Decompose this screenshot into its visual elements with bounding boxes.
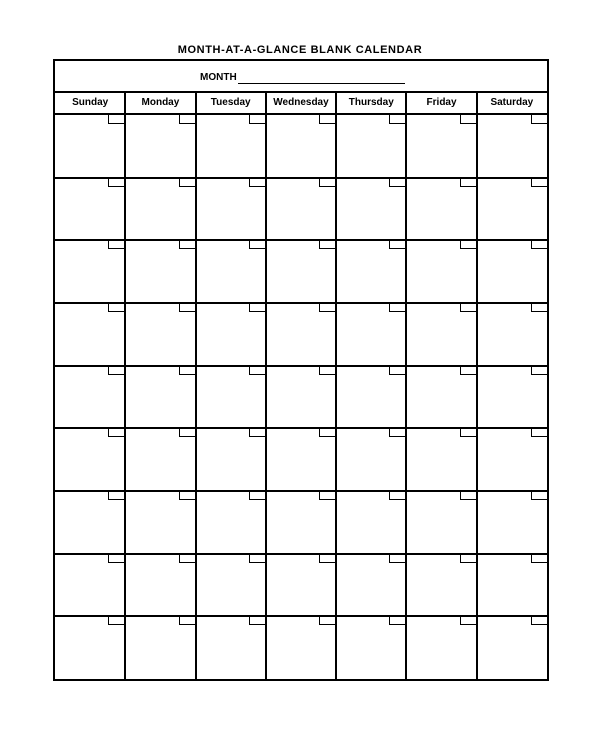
date-number-box[interactable] [108,554,124,563]
day-cell[interactable] [477,428,547,491]
day-cell[interactable] [477,366,547,429]
day-cell[interactable] [477,491,547,554]
day-cell[interactable] [196,240,266,303]
date-number-box[interactable] [460,240,476,249]
date-number-box[interactable] [531,303,547,312]
date-number-box[interactable] [249,554,265,563]
day-cell[interactable] [266,366,336,429]
date-number-box[interactable] [179,366,195,375]
day-cell[interactable] [477,178,547,241]
day-cell[interactable] [55,240,125,303]
date-number-box[interactable] [108,491,124,500]
month-input-line[interactable] [238,83,405,84]
day-cell[interactable] [266,240,336,303]
day-cell[interactable] [266,616,336,679]
date-number-box[interactable] [179,554,195,563]
date-number-box[interactable] [531,178,547,187]
day-cell[interactable] [406,115,476,178]
date-number-box[interactable] [108,240,124,249]
day-cell[interactable] [336,428,406,491]
weekday-monday: Monday [141,97,180,108]
date-number-box[interactable] [531,616,547,625]
date-number-box[interactable] [389,240,405,249]
day-cell[interactable] [125,491,195,554]
day-cell[interactable] [196,491,266,554]
day-cell[interactable] [125,428,195,491]
date-number-box[interactable] [249,115,265,124]
date-number-box[interactable] [179,303,195,312]
day-cell[interactable] [196,115,266,178]
day-cell[interactable] [125,366,195,429]
date-number-box[interactable] [108,178,124,187]
day-cell[interactable] [477,115,547,178]
date-number-box[interactable] [108,115,124,124]
date-number-box[interactable] [460,366,476,375]
date-number-box[interactable] [389,303,405,312]
day-cell[interactable] [196,303,266,366]
date-number-box[interactable] [179,178,195,187]
day-cell[interactable] [55,491,125,554]
day-cell[interactable] [336,303,406,366]
day-cell[interactable] [266,491,336,554]
date-number-box[interactable] [319,616,335,625]
day-cell[interactable] [266,428,336,491]
date-number-box[interactable] [531,491,547,500]
day-cell[interactable] [406,554,476,617]
date-number-box[interactable] [460,303,476,312]
date-number-box[interactable] [389,428,405,437]
date-number-box[interactable] [531,554,547,563]
date-number-box[interactable] [108,428,124,437]
date-number-box[interactable] [460,428,476,437]
calendar-title: MONTH-AT-A-GLANCE BLANK CALENDAR [177,44,423,56]
day-cell[interactable] [196,616,266,679]
day-cell[interactable] [55,303,125,366]
date-number-box[interactable] [108,303,124,312]
day-cell[interactable] [125,240,195,303]
date-number-box[interactable] [249,240,265,249]
day-cell[interactable] [125,554,195,617]
date-number-box[interactable] [531,115,547,124]
date-number-box[interactable] [319,428,335,437]
day-cell[interactable] [55,554,125,617]
weekday-tuesday: Tuesday [210,97,251,108]
date-number-box[interactable] [531,240,547,249]
weekday-wednesday: Wednesday [273,97,329,108]
day-cell[interactable] [336,616,406,679]
date-number-box[interactable] [389,115,405,124]
date-number-box[interactable] [319,240,335,249]
date-number-box[interactable] [389,366,405,375]
day-cell[interactable] [336,554,406,617]
weekday-thursday: Thursday [348,97,394,108]
day-cell[interactable] [196,178,266,241]
day-cell[interactable] [406,366,476,429]
date-number-box[interactable] [319,115,335,124]
day-cell[interactable] [196,428,266,491]
weekday-header-row [55,93,547,115]
day-cell[interactable] [125,303,195,366]
day-cell[interactable] [406,240,476,303]
date-number-box[interactable] [319,303,335,312]
date-number-box[interactable] [249,428,265,437]
date-number-box[interactable] [531,366,547,375]
day-cell[interactable] [266,178,336,241]
month-label: MONTH [200,72,237,83]
day-cell[interactable] [406,428,476,491]
date-number-box[interactable] [460,178,476,187]
date-number-box[interactable] [389,491,405,500]
date-number-box[interactable] [389,616,405,625]
date-number-box[interactable] [108,616,124,625]
date-number-box[interactable] [179,428,195,437]
date-number-box[interactable] [460,491,476,500]
day-cell[interactable] [406,178,476,241]
date-number-box[interactable] [108,366,124,375]
date-number-box[interactable] [249,616,265,625]
day-cell[interactable] [266,554,336,617]
date-number-box[interactable] [319,178,335,187]
calendar-frame [53,59,549,681]
day-cell[interactable] [266,115,336,178]
day-cell[interactable] [55,428,125,491]
date-number-box[interactable] [179,115,195,124]
date-number-box[interactable] [460,115,476,124]
date-number-box[interactable] [319,491,335,500]
day-cell[interactable] [336,491,406,554]
day-cell[interactable] [336,240,406,303]
day-cell[interactable] [55,115,125,178]
day-cell[interactable] [336,115,406,178]
day-cell[interactable] [196,554,266,617]
day-cell[interactable] [55,616,125,679]
date-number-box[interactable] [249,303,265,312]
day-cell[interactable] [336,366,406,429]
day-cell[interactable] [125,616,195,679]
weekday-saturday: Saturday [490,97,534,108]
date-number-box[interactable] [249,366,265,375]
date-number-box[interactable] [249,178,265,187]
date-number-box[interactable] [179,616,195,625]
weekday-friday: Friday [426,97,457,108]
date-number-box[interactable] [249,491,265,500]
day-cell[interactable] [406,491,476,554]
day-cell[interactable] [55,178,125,241]
weekday-sunday: Sunday [72,97,109,108]
date-number-box[interactable] [319,554,335,563]
date-number-box[interactable] [319,366,335,375]
day-cell[interactable] [406,616,476,679]
day-cell[interactable] [406,303,476,366]
day-cell[interactable] [477,303,547,366]
day-cell[interactable] [477,240,547,303]
date-number-box[interactable] [460,616,476,625]
month-row [55,61,547,93]
date-number-box[interactable] [389,178,405,187]
day-cell[interactable] [266,303,336,366]
date-number-box[interactable] [179,491,195,500]
date-number-box[interactable] [531,428,547,437]
day-cell[interactable] [336,178,406,241]
day-cell[interactable] [477,554,547,617]
day-cell[interactable] [125,115,195,178]
day-cell[interactable] [55,366,125,429]
day-cell[interactable] [477,616,547,679]
date-number-box[interactable] [179,240,195,249]
day-cell[interactable] [125,178,195,241]
date-number-box[interactable] [460,554,476,563]
day-cell[interactable] [196,366,266,429]
date-number-box[interactable] [389,554,405,563]
